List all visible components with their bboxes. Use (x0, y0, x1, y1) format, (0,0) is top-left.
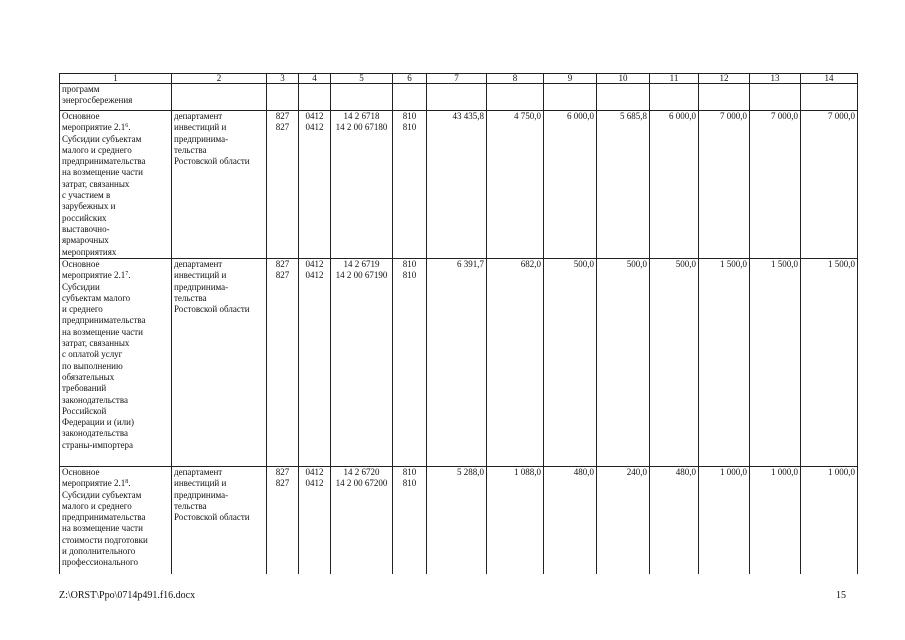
csr-code: 14 2 6720 (343, 467, 380, 477)
value-c11 (650, 467, 699, 575)
activity-name-line: малого и среднего (62, 144, 132, 155)
column-number: 7 (427, 74, 487, 84)
value-c11 (650, 259, 699, 467)
activity-name-line: мероприятие $2.1^6$. (62, 122, 131, 133)
activity-name-line: выставочно- (62, 223, 110, 234)
grbs-code: 827 (275, 270, 290, 281)
footnote-marker: 8 (125, 479, 129, 486)
activity-name-line: Российской (62, 405, 107, 416)
page-number: 15 (836, 590, 846, 601)
activity-name-line: профессионального (62, 557, 138, 568)
activity-name-line: российских (62, 212, 107, 223)
rzpr-code: 0412 (305, 478, 324, 489)
grbs-code: 827 (275, 111, 290, 121)
vr-code: 810 (402, 270, 417, 281)
activity-name-line: требований (62, 383, 107, 394)
vr-code: 810 (402, 467, 417, 477)
funding-value: 5 288,0 (457, 467, 484, 477)
responsible-dept-line: инвестиций и (174, 122, 227, 133)
responsible-dept-line: департамент (174, 259, 223, 269)
activity-name-line: Федерации и (или) (62, 417, 134, 428)
table-row (60, 111, 858, 259)
activity-name-line: мероприятие $2.1^7$. (62, 270, 131, 281)
section-tail-text: программ энергосбережения (60, 84, 172, 111)
value-c7 (427, 467, 487, 575)
responsible-dept-line: департамент (174, 467, 223, 477)
value-c13 (750, 111, 801, 259)
activity-name-line: зарубежных и (62, 201, 116, 212)
footnote-marker: 6 (125, 123, 129, 130)
responsible-dept-line: тельства (174, 144, 207, 155)
value-c11 (650, 111, 699, 259)
responsible-dept-line: Ростовской области (174, 512, 250, 523)
activity-name-line: Субсидии субъектам (62, 133, 142, 144)
activity-name-cell (60, 467, 172, 575)
column-number: 3 (267, 74, 299, 84)
activity-name-line: по выполнению (62, 360, 123, 371)
document-path: Z:\ORST\Ppo\0714p491.f16.docx (59, 590, 196, 601)
column-number: 6 (393, 74, 427, 84)
grbs-code: 827 (275, 467, 290, 477)
activity-name-line: предпринимательства (62, 315, 146, 326)
column-number-row (60, 74, 858, 84)
responsible-dept-line: Ростовской области (174, 156, 250, 167)
rzpr-code: 0412 (305, 111, 324, 121)
value-c7 (427, 111, 487, 259)
activity-name-line: стоимости подготовки (62, 534, 148, 545)
value-c9 (544, 259, 597, 467)
funding-value: 5 685,8 (620, 111, 647, 121)
csr-code: 14 2 6718 (343, 111, 380, 121)
rzpr-code: 0412 (305, 122, 324, 133)
funding-value: 6 000,0 (567, 111, 594, 121)
funding-value: 1 000,0 (771, 467, 798, 477)
responsible-dept-cell (172, 467, 267, 575)
rzpr-code: 0412 (305, 270, 324, 281)
column-number: 10 (597, 74, 650, 84)
responsible-dept-line: предпринима- (174, 489, 229, 500)
responsible-dept-line: департамент (174, 111, 223, 121)
funding-value: 682,0 (520, 259, 541, 269)
vr-code-cell (393, 111, 427, 259)
rzpr-code-cell (299, 259, 331, 467)
activity-name-line: ярмарочных (62, 235, 109, 246)
value-c13 (750, 259, 801, 467)
funding-value: 7 000,0 (771, 111, 798, 121)
table-rows (60, 111, 858, 575)
grbs-code: 827 (275, 122, 290, 133)
funding-value: 7 000,0 (720, 111, 747, 121)
funding-value: 1 088,0 (514, 467, 541, 477)
value-c14 (801, 259, 858, 467)
value-c13 (750, 467, 801, 575)
footnote-marker: 7 (125, 271, 129, 278)
funding-value: 1 500,0 (771, 259, 798, 269)
value-c12 (699, 111, 750, 259)
csr-code-cell (331, 259, 393, 467)
grbs-code-cell (267, 259, 299, 467)
vr-code-cell (393, 467, 427, 575)
activity-name-line: и среднего (62, 304, 103, 315)
value-c14 (801, 467, 858, 575)
vr-code: 810 (402, 478, 417, 489)
section-tail-row (60, 84, 858, 111)
csr-code-cell (331, 467, 393, 575)
funding-value: 480,0 (675, 467, 696, 477)
activity-name-cell (60, 259, 172, 467)
funding-value: 1 500,0 (720, 259, 747, 269)
funding-value: 6 000,0 (669, 111, 696, 121)
column-number: 5 (331, 74, 393, 84)
activity-name-line: предпринимательства (62, 512, 146, 523)
responsible-dept-line: инвестиций и (174, 478, 227, 489)
activity-name-line: мероприятие 2.1 (62, 122, 126, 133)
csr-code: 14 2 00 67180 (335, 122, 388, 133)
grbs-code-cell (267, 111, 299, 259)
csr-code-cell (331, 111, 393, 259)
funding-value: 480,0 (573, 467, 594, 477)
value-c8 (487, 111, 544, 259)
responsible-dept-line: предпринима- (174, 133, 229, 144)
activity-name-line: мероприятие 2.1 (62, 478, 126, 489)
funding-value: 1 000,0 (828, 467, 855, 477)
responsible-dept-cell (172, 111, 267, 259)
rzpr-code: 0412 (305, 259, 324, 269)
activity-name-line: затрат, связанных (62, 338, 130, 349)
value-c12 (699, 259, 750, 467)
activity-name-line: Основное (62, 111, 100, 121)
funding-value: 7 000,0 (828, 111, 855, 121)
responsible-dept-line: предпринима- (174, 281, 229, 292)
funding-value: 43 435,8 (452, 111, 484, 121)
activity-name-line: с участием в (62, 190, 111, 201)
responsible-dept-line: Ростовской области (174, 304, 250, 315)
funding-value: 1 000,0 (720, 467, 747, 477)
csr-code: 14 2 00 67190 (335, 270, 388, 281)
funding-value: 500,0 (573, 259, 594, 269)
rzpr-code: 0412 (305, 467, 324, 477)
value-c10 (597, 259, 650, 467)
activity-name-line: мероприятие 2.1 (62, 270, 126, 281)
activity-name-line: затрат, связанных (62, 178, 130, 189)
value-c7 (427, 259, 487, 467)
vr-code: 810 (402, 111, 417, 121)
budget-table (59, 73, 858, 574)
funding-value: 240,0 (626, 467, 647, 477)
activity-name-line: Основное (62, 259, 100, 269)
column-number: 4 (299, 74, 331, 84)
value-c14 (801, 111, 858, 259)
activity-name-line: мероприятиях (62, 246, 117, 257)
rzpr-code-cell (299, 467, 331, 575)
activity-name-line: Основное (62, 467, 100, 477)
activity-name-line: законодательства (62, 394, 128, 405)
csr-code: 14 2 00 67200 (335, 478, 388, 489)
activity-name-line: на возмещение части (62, 326, 143, 337)
activity-name-line: на возмещение части (62, 523, 143, 534)
activity-name-line: мероприятие $2.1^8$. (62, 478, 131, 489)
table-row (60, 259, 858, 467)
value-c10 (597, 467, 650, 575)
value-c8 (487, 467, 544, 575)
activity-name-line: Субсидии (62, 281, 100, 292)
activity-name-cell (60, 111, 172, 259)
funding-value: 500,0 (675, 259, 696, 269)
activity-name-line: страны-импортера (62, 439, 134, 450)
activity-name-line: на возмещение части (62, 167, 143, 178)
column-number: 14 (801, 74, 858, 84)
responsible-dept-line: тельства (174, 500, 207, 511)
vr-code: 810 (402, 259, 417, 269)
activity-name-line: и дополнительного (62, 546, 136, 557)
value-c8 (487, 259, 544, 467)
column-number: 12 (699, 74, 750, 84)
activity-name-line: с оплатой услуг (62, 349, 123, 360)
value-c9 (544, 467, 597, 575)
column-number: 1 (60, 74, 172, 84)
value-c10 (597, 111, 650, 259)
rzpr-code-cell (299, 111, 331, 259)
column-number: 2 (172, 74, 267, 84)
grbs-code-cell (267, 467, 299, 575)
funding-value: 4 750,0 (514, 111, 541, 121)
responsible-dept-cell (172, 259, 267, 467)
grbs-code: 827 (275, 478, 290, 489)
activity-name-line: предпринимательства (62, 156, 146, 167)
table-row (60, 467, 858, 575)
vr-code: 810 (402, 122, 417, 133)
activity-name-line: Субсидии субъектам (62, 489, 142, 500)
responsible-dept-line: тельства (174, 292, 207, 303)
column-number: 8 (487, 74, 544, 84)
funding-value: 500,0 (626, 259, 647, 269)
column-number: 9 (544, 74, 597, 84)
responsible-dept-line: инвестиций и (174, 270, 227, 281)
csr-code: 14 2 6719 (343, 259, 380, 269)
activity-name-line: обязательных (62, 371, 115, 382)
funding-value: 1 500,0 (828, 259, 855, 269)
grbs-code: 827 (275, 259, 290, 269)
vr-code-cell (393, 259, 427, 467)
activity-name-line: законодательства (62, 428, 128, 439)
value-c12 (699, 467, 750, 575)
column-number: 13 (750, 74, 801, 84)
activity-name-line: субъектам малого (62, 292, 131, 303)
activity-name-line: малого и среднего (62, 500, 132, 511)
value-c9 (544, 111, 597, 259)
funding-value: 6 391,7 (457, 259, 484, 269)
column-number: 11 (650, 74, 699, 84)
